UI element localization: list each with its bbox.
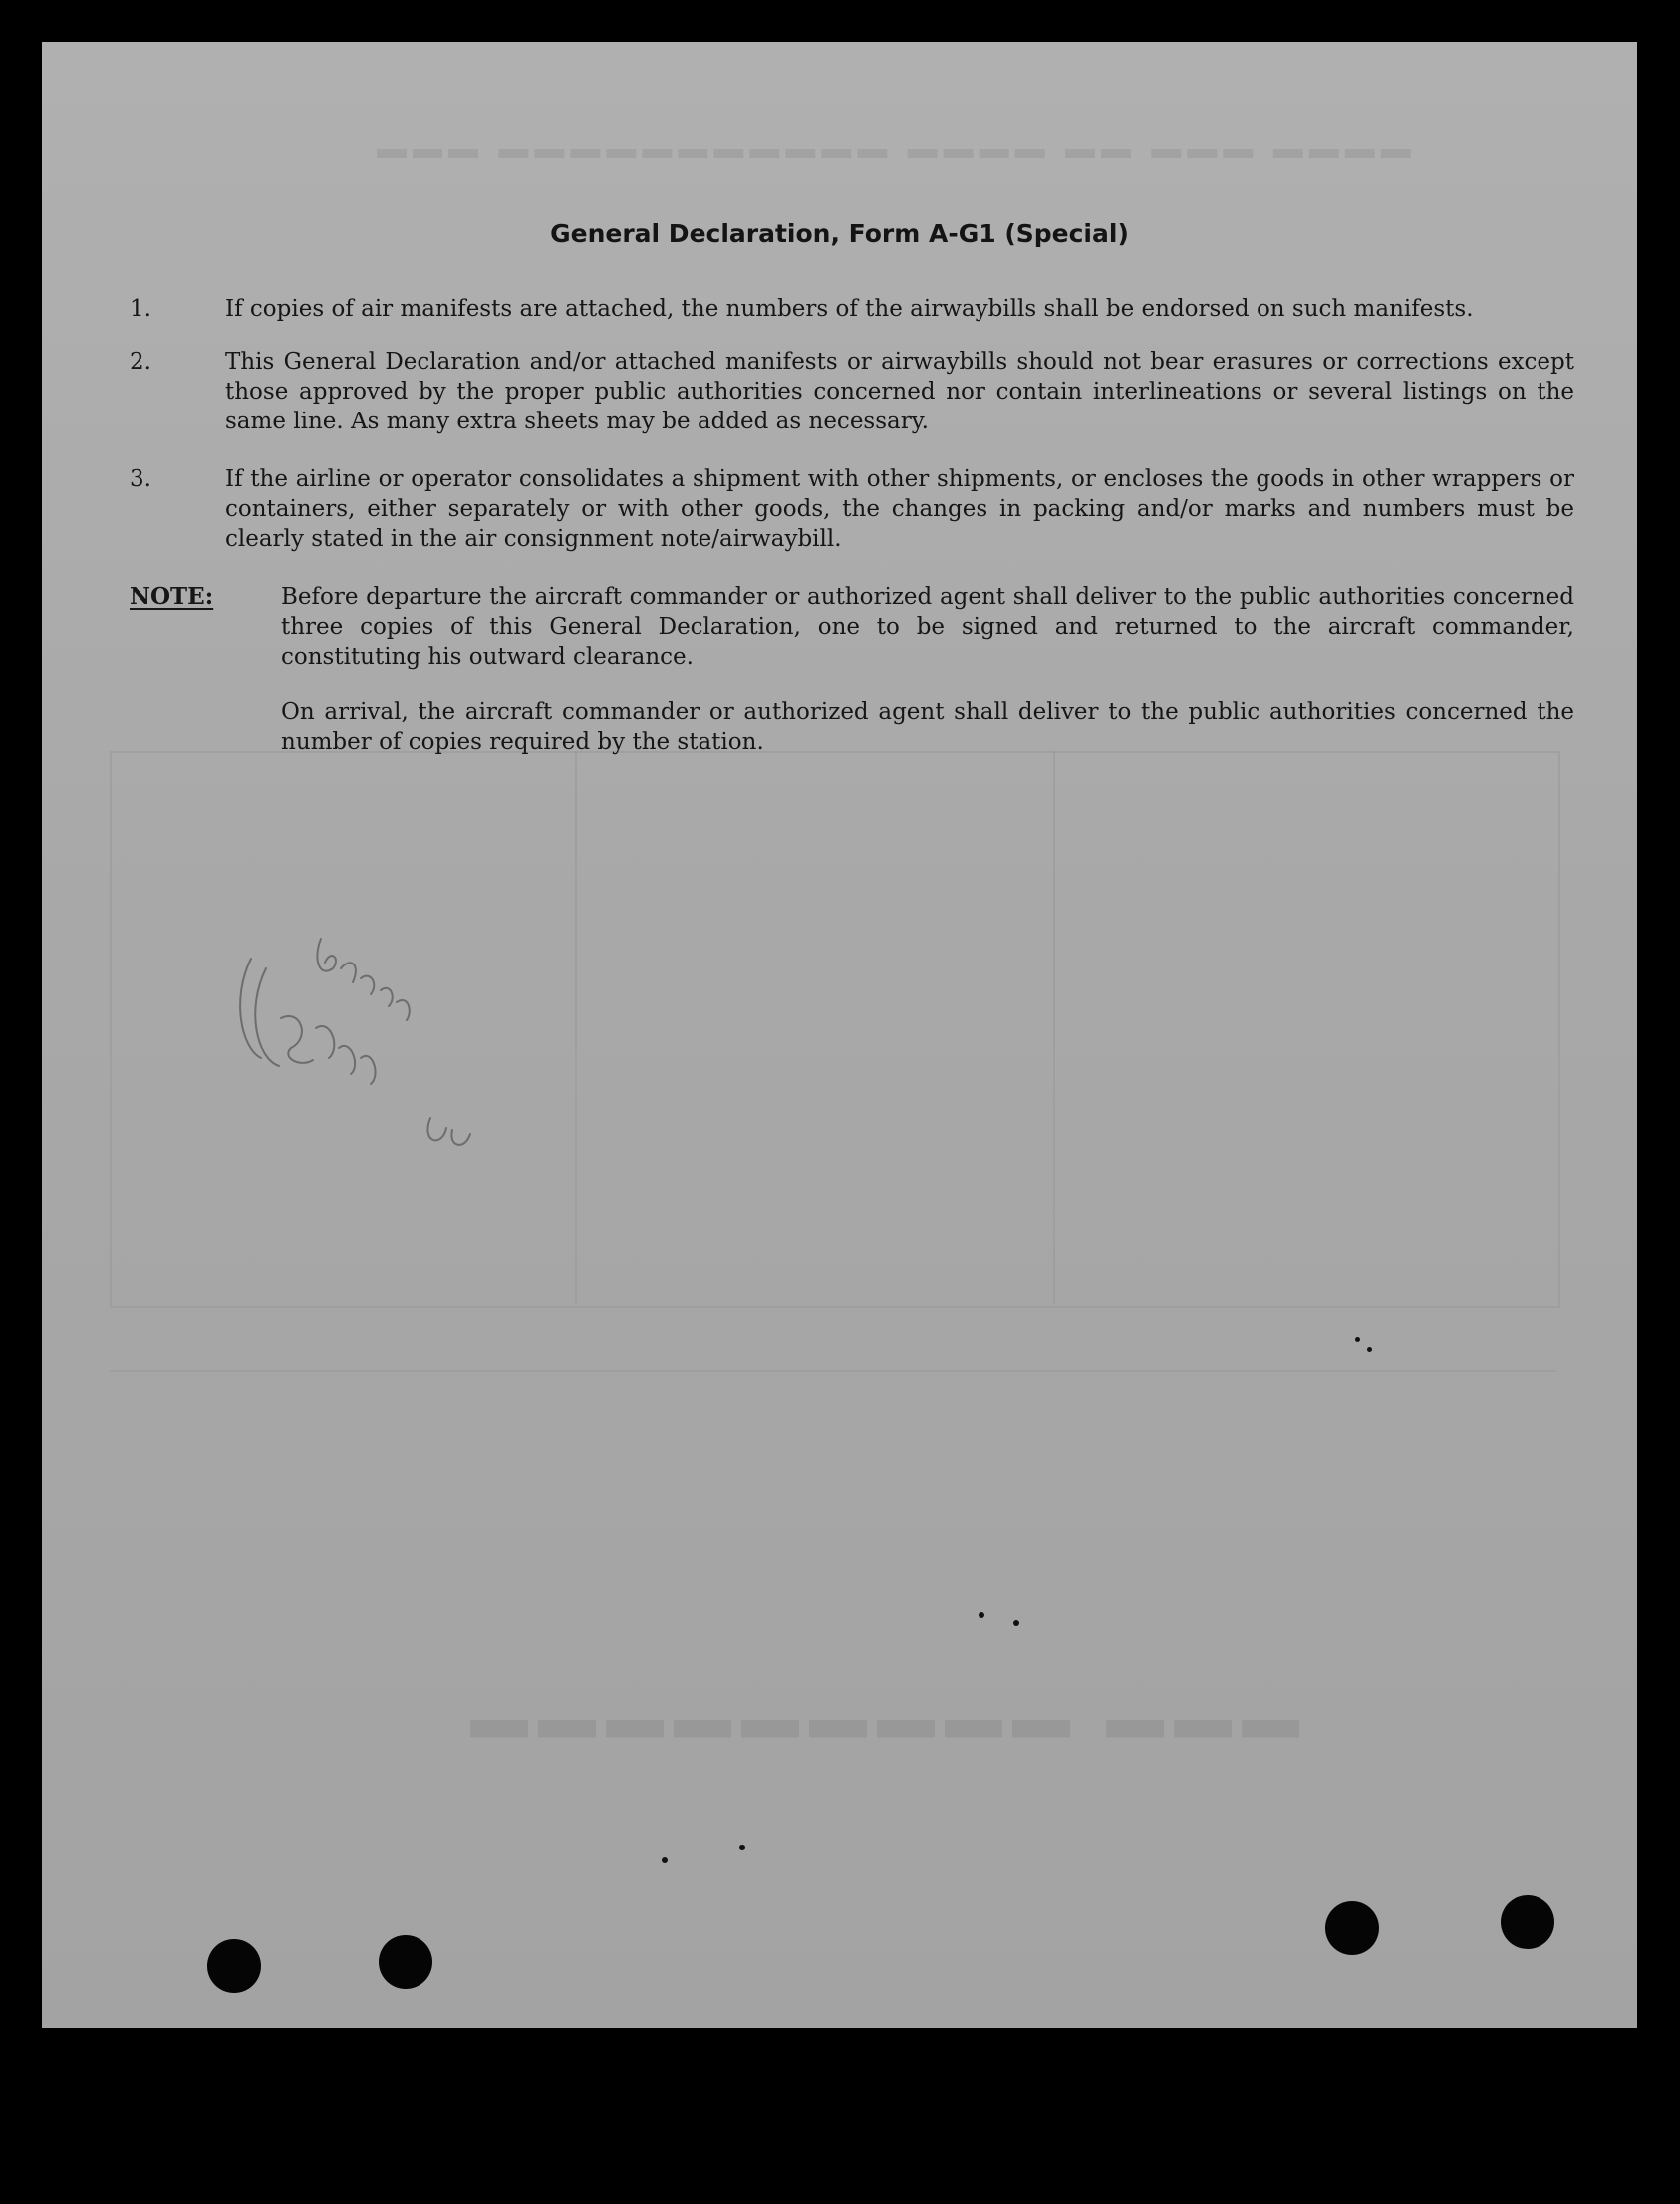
ink-speck	[1367, 1347, 1372, 1352]
bleed-through-rule	[110, 1370, 1556, 1372]
bleed-through-heading: ▬▬▬▬ ▬▬▬ ▬▬ ▬▬▬▬ ▬▬▬▬▬▬▬▬▬▬▬ ▬▬▬	[371, 142, 1411, 175]
instruction-item	[130, 347, 1574, 436]
note-paragraph: On arrival, the aircraft commander or authorized agent shall deliver to the public authorities concerned the number of copies required by the station.	[281, 699, 1574, 755]
instruction-item	[130, 464, 1574, 554]
bleed-through-divider	[1053, 751, 1055, 1304]
bleed-through-divider	[575, 751, 577, 1304]
punch-hole	[1325, 1901, 1379, 1955]
instruction-item	[130, 294, 1574, 324]
item-text: If copies of air manifests are attached, the numbers of the airwaybills shall be endorsed on such manifests.	[225, 296, 1474, 322]
note-block	[130, 697, 1574, 757]
page-title: General Declaration, Form A-G1 (Special)	[550, 219, 1129, 248]
ink-speck	[1013, 1620, 1019, 1626]
note-block	[130, 582, 1574, 672]
ink-speck	[979, 1612, 984, 1618]
punch-hole	[379, 1935, 432, 1989]
note-label: NOTE:	[130, 583, 214, 610]
item-number: 3.	[130, 466, 151, 492]
item-number: 2.	[130, 349, 151, 375]
document-page	[42, 42, 1637, 2028]
note-paragraph: Before departure the aircraft commander or authorized agent shall deliver to the public authorities concerned three copies of this General Declaration, one to be signed and returned to the aircraft commander, constituting his outward clearance.	[281, 584, 1574, 670]
ink-speck	[662, 1857, 668, 1863]
item-text: If the airline or operator consolidates a shipment with other shipments, or encloses the goods in other wrappers or containers, either separately or with other goods, the changes in packing and/or marks and numbers must be clearly stated in the air consignment note/airwaybill.	[225, 466, 1574, 552]
item-text: This General Declaration and/or attached manifests or airwaybills should not bear erasures or corrections except those approved by the proper public authorities concerned nor contain interlineations or several listings on the same line. As many extra sheets may be added as necessary.	[225, 349, 1574, 434]
ink-speck	[1355, 1337, 1360, 1342]
ink-speck	[739, 1845, 745, 1850]
handwritten-mark	[221, 899, 540, 1198]
punch-hole	[207, 1939, 261, 1993]
bleed-through-heading: ▬▬▬ ▬▬▬▬▬▬▬▬▬	[460, 1707, 1300, 1772]
punch-hole	[1501, 1895, 1554, 1949]
item-number: 1.	[130, 296, 151, 322]
